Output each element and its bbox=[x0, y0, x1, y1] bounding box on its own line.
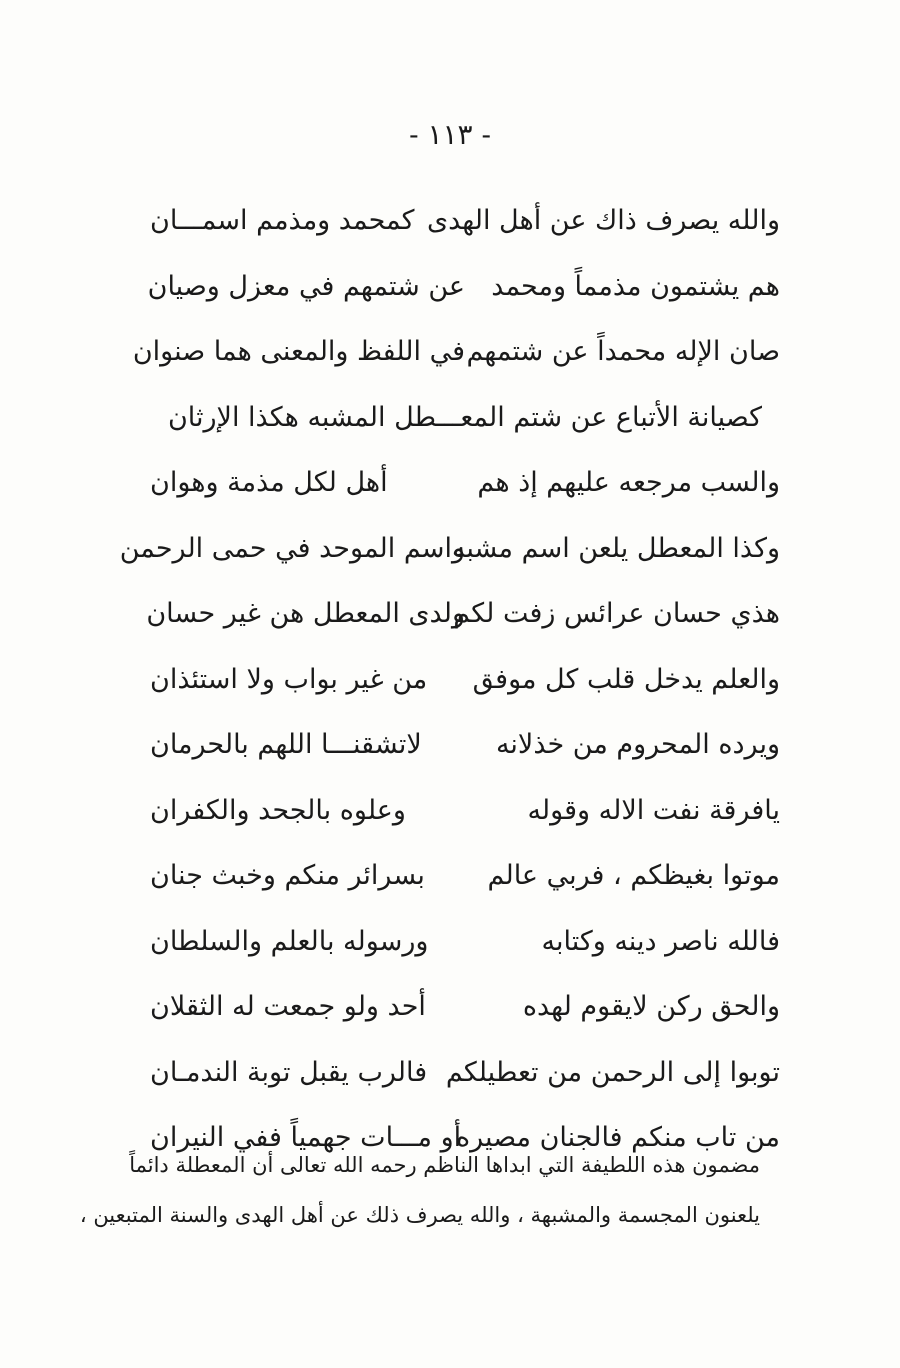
verse-line bbox=[150, 188, 780, 254]
verse-second-hemistich: وعلوه بالجحد والكفران bbox=[150, 794, 406, 826]
verse-line bbox=[119, 516, 780, 582]
verse-line bbox=[150, 450, 780, 516]
verse-first-hemistich: ويرده المحروم من خذلانه bbox=[495, 729, 780, 761]
verse-first-hemistich: صان الإله محمداً عن شتمهم bbox=[466, 336, 780, 368]
verse-first-hemistich: والله يصرف ذاك عن أهل الهدى bbox=[426, 205, 780, 237]
verse-line bbox=[132, 319, 780, 385]
verse-line bbox=[150, 647, 780, 713]
verse-line bbox=[150, 712, 780, 778]
verse-first-hemistich: والحق ركن لايقوم لهده bbox=[522, 991, 780, 1023]
verse-line bbox=[150, 843, 780, 909]
footnote bbox=[79, 1140, 760, 1240]
verse-line bbox=[150, 778, 780, 844]
poem-verses bbox=[119, 188, 780, 1171]
footnote-line-1: مضمون هذه اللطيفة التي ابداها الناظم رحمه الله تعالى أن المعطلة دائماً bbox=[129, 1153, 760, 1177]
verse-first-hemistich: وكذا المعطل يلعن اسم مشبه bbox=[451, 532, 780, 564]
verse-second-hemistich: من غير بواب ولا استئذان bbox=[150, 663, 428, 695]
verse-second-hemistich: بسرائر منكم وخبث جنان bbox=[150, 860, 425, 892]
verse-first-hemistich: من تاب منكم فالجنان مصيره bbox=[455, 1122, 780, 1154]
verse-line bbox=[150, 1040, 780, 1106]
footnote-line-2: يلعنون المجسمة والمشبهة ، والله يصرف ذلك عن أهل الهدى والسنة المتبعين ، bbox=[79, 1203, 760, 1227]
verse-first-hemistich: هم يشتمون مذمماً ومحمد bbox=[491, 270, 780, 302]
verse-first-hemistich: والعلم يدخل قلب كل موفق bbox=[472, 663, 780, 695]
verse-first-hemistich: يافرقة نفت الاله وقوله bbox=[527, 794, 780, 826]
verse-second-hemistich: أهل لكل مذمة وهوان bbox=[150, 467, 388, 499]
verse-line bbox=[147, 254, 780, 320]
verse-second-hemistich: فالرب يقبل توبة الندمـان bbox=[150, 1056, 428, 1088]
verse-second-hemistich: واسم الموحد في حمى الرحمن bbox=[119, 532, 465, 564]
verse-second-hemistich: كمحمد ومذمم اسمـــان bbox=[150, 205, 415, 237]
verse-second-hemistich: ولدى المعطل هن غير حسان bbox=[146, 598, 465, 630]
verse-first-hemistich: توبوا إلى الرحمن من تعطيلكم bbox=[445, 1056, 780, 1088]
verse-second-hemistich: في اللفظ والمعنى هما صنوان bbox=[132, 336, 465, 368]
page-number: - ١١٣ - bbox=[409, 118, 491, 151]
verse-full-text: كصيانة الأتباع عن شتم المعـــطل المشبه هكذا الإرثان bbox=[167, 401, 763, 433]
verse-second-hemistich: ورسوله بالعلم والسلطان bbox=[150, 925, 429, 957]
verse-first-hemistich: فالله ناصر دينه وكتابه bbox=[541, 925, 780, 957]
verse-second-hemistich: لاتشقنـــا اللهم بالحرمان bbox=[150, 729, 422, 761]
verse-first-hemistich: هذي حسان عرائس زفت لكم bbox=[453, 598, 780, 630]
verse-first-hemistich: والسب مرجعه عليهم إذ هم bbox=[477, 467, 780, 499]
verse-second-hemistich: عن شتمهم في معزل وصيان bbox=[147, 270, 465, 302]
verse-line bbox=[150, 909, 780, 975]
verse-line bbox=[150, 974, 780, 1040]
verse-second-hemistich: أو مـــات جهمياً ففي النيران bbox=[150, 1122, 462, 1154]
verse-second-hemistich: أحد ولو جمعت له الثقلان bbox=[150, 991, 426, 1023]
verse-line-full bbox=[150, 385, 780, 451]
verse-line bbox=[146, 581, 780, 647]
verse-first-hemistich: موتوا بغيظكم ، فربي عالم bbox=[487, 860, 780, 892]
